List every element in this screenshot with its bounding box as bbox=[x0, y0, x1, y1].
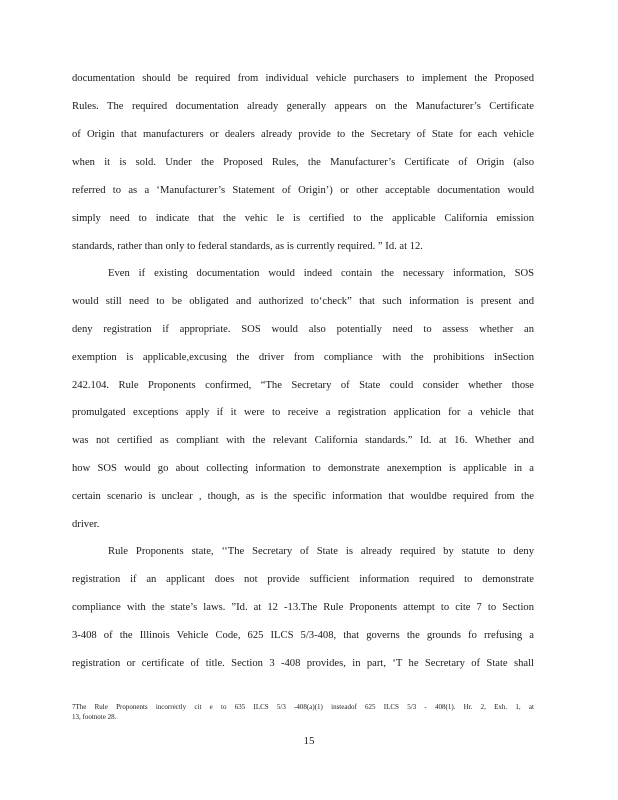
body-line-3: of Origin that manufacturers or dealers already provide to the Secretary of State for each vehicle bbox=[72, 129, 534, 140]
body-line-13: promulgated exceptions apply if it were to receive a registration application for a vehicle that bbox=[72, 407, 534, 418]
body-line-12: 242.104. Rule Proponents confirmed, “The Secretary of State could consider whether those bbox=[72, 380, 534, 391]
footnote-line-2: 13, footnote 28. bbox=[72, 713, 117, 721]
body-line-8: Even if existing documentation would indeed contain the necessary information, SOS bbox=[108, 268, 534, 279]
body-line-2: Rules. The required documentation already generally appears on the Manufacturer’s Certificate bbox=[72, 101, 534, 112]
footnote-line-1: 7The Rule Proponents incorrectly cit e to 635 ILCS 5/3 -408(a)(1) insteadof 625 ILCS 5/3 - 408(1). Hr. 2, Exh. 1, at bbox=[72, 703, 534, 711]
body-line-11: exemption is applicable,excusing the driver from compliance with the prohibitions inSection bbox=[72, 352, 534, 363]
body-line-1: documentation should be required from individual vehicle purchasers to implement the Proposed bbox=[72, 73, 534, 84]
body-line-17: driver. bbox=[72, 519, 100, 530]
page-number: 15 bbox=[303, 735, 315, 747]
body-line-4: when it is sold. Under the Proposed Rules, the Manufacturer’s Certificate of Origin (also bbox=[72, 157, 534, 168]
body-line-9: would still need to be obligated and authorized to‘check” that such information is present and bbox=[72, 296, 534, 307]
body-line-5: referred to as a ‘Manufacturer’s Statement of Origin’) or other acceptable documentation would bbox=[72, 185, 534, 196]
body-line-21: 3-408 of the Illinois Vehicle Code, 625 ILCS 5/3-408, that governs the grounds fo rrefusing a bbox=[72, 630, 534, 641]
body-line-16: certain scenario is unclear , though, as is the specific information that wouldbe required from the bbox=[72, 491, 534, 502]
body-line-18: Rule Proponents state, ‘‘The Secretary of State is already required by statute to deny bbox=[108, 546, 534, 557]
body-line-6: simply need to indicate that the vehic le is certified to the applicable California emission bbox=[72, 213, 534, 224]
body-line-10: deny registration if appropriate. SOS would also potentially need to assess whether an bbox=[72, 324, 534, 335]
body-line-7: standards, rather than only to federal standards, as is currently required. ” Id. at 12. bbox=[72, 241, 423, 252]
body-line-22: registration or certificate of title. Section 3 -408 provides, in part, ‘T he Secretary of State shall bbox=[72, 658, 534, 669]
body-line-15: how SOS would go about collecting information to demonstrate anexemption is applicable in a bbox=[72, 463, 534, 474]
body-line-20: compliance with the state’s laws. ”Id. at 12 -13.The Rule Proponents attempt to cite 7 to Section bbox=[72, 602, 534, 613]
body-line-19: registration if an applicant does not provide sufficient information required to demonstrate bbox=[72, 574, 534, 585]
body-line-14: was not certified as compliant with the relevant California standards.” Id. at 16. Whether and bbox=[72, 435, 534, 446]
